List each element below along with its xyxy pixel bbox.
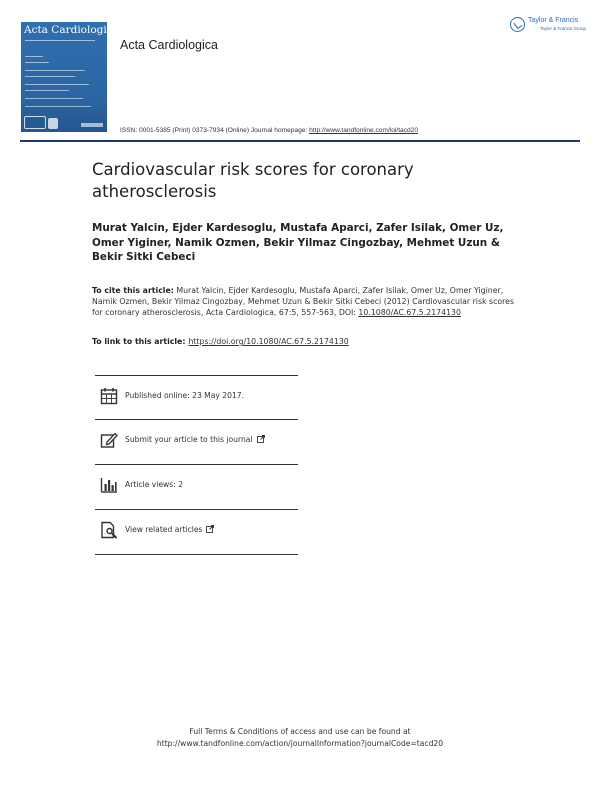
citation-doi-link[interactable]: 10.1080/AC.67.5.2174130	[358, 308, 461, 318]
footer-terms-link[interactable]: http://www.tandfonline.com/action/journalInformation?journalCode=tacd20	[156, 739, 444, 748]
cover-logo-icon	[24, 116, 46, 129]
cover-text-line	[25, 56, 43, 57]
publisher-name: Taylor & Francis	[528, 17, 579, 24]
citation-label: To cite this article:	[92, 286, 174, 295]
link-label: To link to this article:	[92, 337, 186, 346]
issn-line	[120, 127, 418, 134]
related-articles-link[interactable]: View related articles	[125, 525, 214, 534]
article-title: Cardiovascular risk scores for coronary atherosclerosis	[92, 160, 414, 201]
journal-homepage-link[interactable]: http://www.tandfonline.com/loi/tacd20	[309, 127, 418, 134]
cover-text-line	[25, 90, 69, 91]
article-doi-link[interactable]: https://doi.org/10.1080/AC.67.5.2174130	[188, 337, 349, 346]
published-online-row	[95, 375, 298, 420]
cover-publisher-mark	[81, 123, 103, 127]
cover-emblem-icon	[48, 118, 58, 129]
citation-block	[92, 285, 522, 318]
submit-article-row[interactable]	[95, 420, 298, 465]
cover-text-line	[25, 70, 85, 71]
bar-chart-icon	[100, 476, 118, 494]
publisher-group: Taylor & Francis Group	[540, 26, 587, 31]
publisher-logo[interactable]	[510, 16, 587, 38]
footer-terms-text: Full Terms & Conditions of access and use can be found at	[189, 727, 411, 736]
cover-text-line	[25, 62, 49, 63]
article-views-text: Article views: 2	[125, 480, 184, 489]
cover-text-line	[25, 98, 83, 99]
citation-text: Murat Yalcin, Ejder Kardesoglu, Mustafa Aparci, Zafer Isilak, Omer Uz, Omer Yiginer, Namik Ozmen, Bekir Yilmaz Cingozbay, Mehmet Uzun & Bekir Sitki Cebeci (2012) Cardiovascular risk scores for coronary atherosclerosis, Acta Cardiologica, 67:5, 557-563, DOI:	[92, 286, 515, 318]
submit-article-link[interactable]: Submit your article to this journal	[125, 435, 265, 444]
external-link-icon	[257, 435, 265, 443]
journal-name[interactable]: Acta Cardiologica	[120, 38, 218, 52]
footer	[0, 726, 600, 750]
journal-cover-thumbnail	[21, 22, 119, 132]
cover-text-line	[25, 84, 89, 85]
publisher-logo-icon	[510, 17, 525, 32]
cover-text-line	[25, 106, 91, 107]
header-divider	[20, 140, 580, 142]
cover-title: Acta Cardiologica	[24, 24, 119, 36]
external-link-icon	[206, 525, 214, 533]
cover-text-line	[25, 76, 75, 77]
search-document-icon	[100, 521, 118, 539]
article-info-box	[95, 375, 298, 555]
published-online-text: Published online: 23 May 2017.	[125, 391, 245, 400]
article-views-row	[95, 465, 298, 510]
article-authors: Murat Yalcin, Ejder Kardesoglu, Mustafa Aparci, Zafer Isilak, Omer Uz, Omer Yiginer, Namik Ozmen, Bekir Yilmaz Cingozbay, Mehmet Uzun & Bekir Sitki Cebeci	[92, 222, 504, 263]
article-link-line	[92, 337, 349, 346]
calendar-icon	[100, 387, 118, 405]
related-articles-row[interactable]	[95, 510, 298, 555]
cover-rule	[25, 40, 95, 41]
issn-text: ISSN: 0001-5385 (Print) 0373-7934 (Online) Journal homepage:	[120, 127, 310, 134]
submit-edit-icon	[100, 431, 118, 449]
